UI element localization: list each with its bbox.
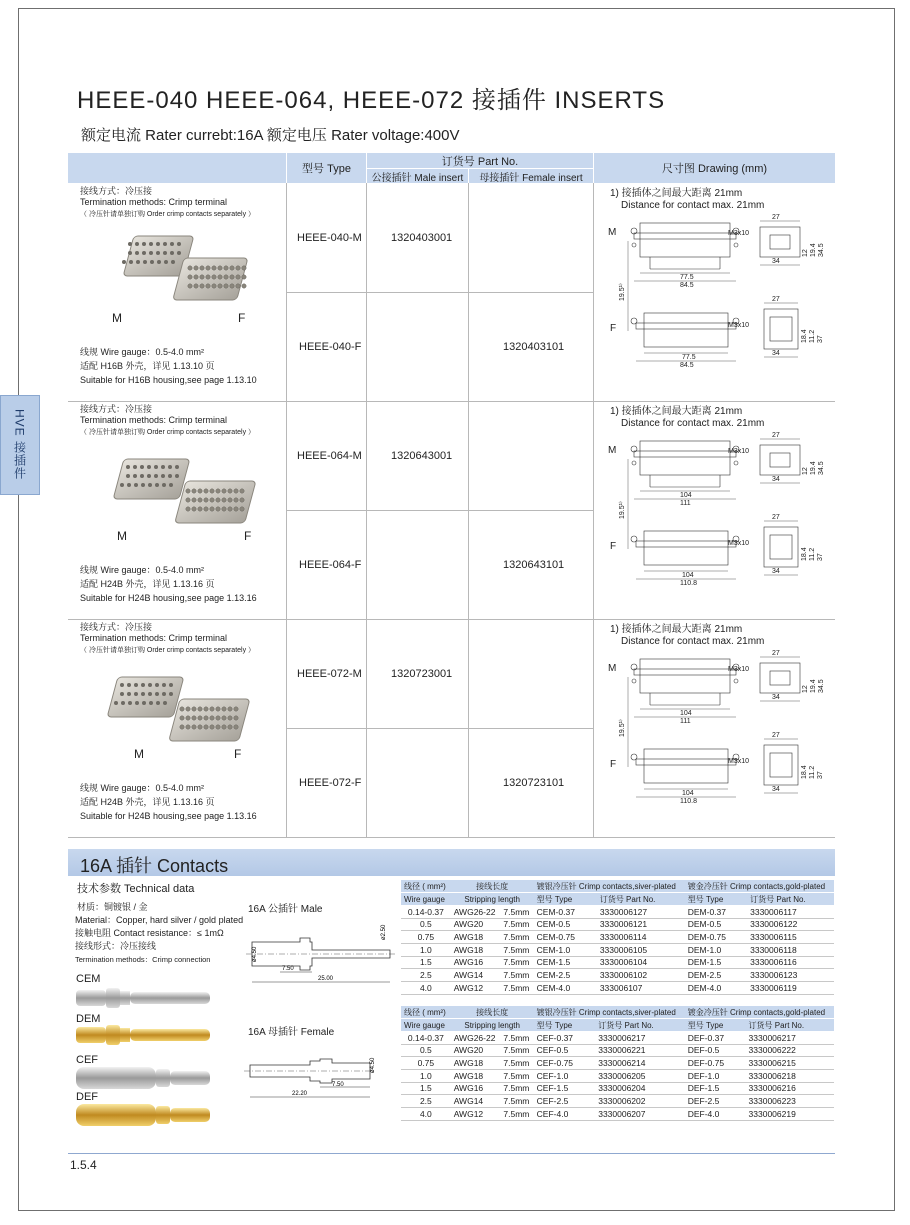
drawing-note-en: Distance for contact max. 21mm <box>621 418 765 429</box>
female-dim-l2: 22.20 <box>292 1091 308 1097</box>
table-cell: 3330006204 <box>595 1082 685 1095</box>
contact-resistance: 接触电阻 Contact resistance：≤ 1mΩ <box>75 928 224 938</box>
footer-divider <box>68 1153 835 1154</box>
table-cell: 3330006215 <box>746 1057 834 1070</box>
female-dim-l1: 7.50 <box>332 1082 344 1088</box>
table-cell: 3330006217 <box>595 1031 685 1044</box>
dim-s12: 12 <box>802 467 809 475</box>
table-cell: CEF-1.0 <box>534 1069 596 1082</box>
th-part: 订货号 Part No. <box>597 893 685 906</box>
th-gold: 镀金冷压针 Crimp contacts,gold-plated <box>685 880 834 893</box>
table-cell: DEF-2.5 <box>685 1095 746 1108</box>
th-type: 型号 Type <box>685 1019 746 1032</box>
table-cell: 7.5mm <box>500 1108 533 1121</box>
wire-gauge: 线规 Wire gauge：0.5-4.0 mm² <box>80 783 205 793</box>
table-cell: AWG26-22 <box>451 1031 501 1044</box>
female-image-label: F <box>238 311 246 325</box>
header-male-insert: 公接插针 Male insert <box>367 169 468 183</box>
table-cell: 3330006127 <box>597 905 685 918</box>
table-cell: CEF-0.37 <box>534 1031 596 1044</box>
side-tab-label: HVE 接插件 <box>12 409 27 481</box>
female-contacts-table <box>401 1006 834 1121</box>
table-cell: CEM-0.75 <box>534 931 597 944</box>
def-pin-image <box>72 1100 212 1130</box>
termination-en: Termination methods: Crimp terminal <box>80 633 228 643</box>
table-cell: AWG18 <box>451 1069 501 1082</box>
table-cell: 0.5 <box>401 1044 451 1057</box>
table-cell: DEF-4.0 <box>685 1108 746 1121</box>
table-cell: DEF-0.75 <box>685 1057 746 1070</box>
table-cell: 3330006104 <box>597 956 685 969</box>
part-female: 1320403101 <box>503 341 565 353</box>
table-cell: CEM-4.0 <box>534 982 597 995</box>
page-title: HEEE-040 HEEE-064, HEEE-072 接插件 INSERTS <box>77 87 666 114</box>
dim-s12: 12 <box>802 249 809 257</box>
dimension-drawing <box>604 429 832 599</box>
dim-f-inner: 104 <box>682 790 694 797</box>
table-cell: CEF-1.5 <box>534 1082 596 1095</box>
dim-m-inner: 104 <box>680 492 692 499</box>
table-cell: AWG14 <box>451 1095 501 1108</box>
header-part-no: 订货号 Part No. <box>367 153 593 168</box>
page-number: 1.5.4 <box>70 1158 97 1172</box>
table-cell: 3330006102 <box>597 969 685 982</box>
termination-en: Termination methods: Crimp terminal <box>80 197 228 207</box>
part-female: 1320723101 <box>503 777 565 789</box>
table-cell: 3330006217 <box>746 1031 834 1044</box>
table-cell: AWG18 <box>451 1057 501 1070</box>
male-dim-l2: 25.00 <box>318 976 334 982</box>
header-type: 型号 Type <box>287 153 366 183</box>
table-cell: 0.75 <box>401 931 451 944</box>
housing-fit-cn: 适配 H24B 外壳，详见 1.13.16 页 <box>80 579 215 589</box>
table-cell: CEM-1.5 <box>534 956 597 969</box>
table-cell: 0.5 <box>401 918 451 931</box>
dim-s184: 18.4 <box>801 329 808 343</box>
dim-s194: 19.4 <box>810 461 817 475</box>
dim-m3: M3x10 <box>728 666 750 673</box>
rating-line: 额定电流 Rater currebt:16A 额定电压 Rater voltage:400V <box>81 127 460 144</box>
dim-m3: M3x10 <box>728 230 750 237</box>
table-cell: 3330006116 <box>747 956 834 969</box>
table-row <box>401 969 834 982</box>
cem-pin-image <box>72 985 212 1013</box>
termination-en: Termination methods：Crimp connection <box>75 955 211 964</box>
table-cell: 0.14-0.37 <box>401 1031 451 1044</box>
table-cell: 3330006216 <box>746 1082 834 1095</box>
table-cell: DEF-0.37 <box>685 1031 746 1044</box>
table-cell: AWG12 <box>451 1108 501 1121</box>
def-label: DEF <box>76 1091 98 1103</box>
dim-f-inner: 77.5 <box>682 354 696 361</box>
cef-label: CEF <box>76 1054 98 1066</box>
table-cell: AWG14 <box>451 969 501 982</box>
termination-cn: 接线方式：冷压接 <box>80 186 153 196</box>
table-cell: 3330006105 <box>597 943 685 956</box>
header-female-insert: 母接插针 Female insert <box>469 169 593 183</box>
table-row <box>401 956 834 969</box>
table-cell: 7.5mm <box>500 931 533 944</box>
dim-m-outer: 84.5 <box>680 282 694 289</box>
male-dim-d2: ø4.50 <box>252 946 258 962</box>
table-cell: 7.5mm <box>500 1057 533 1070</box>
housing-fit-cn: 适配 H24B 外壳，详见 1.13.16 页 <box>80 797 215 807</box>
dim-s345: 34.5 <box>818 243 825 257</box>
table-cell: 1.0 <box>401 943 451 956</box>
male-image-label: M <box>112 311 122 325</box>
female-image-label: F <box>234 747 242 761</box>
table-cell: 7.5mm <box>500 1069 533 1082</box>
table-row <box>401 943 834 956</box>
dim-m3-f: M3x10 <box>728 758 750 765</box>
table-row <box>401 1069 834 1082</box>
table-cell: 7.5mm <box>500 969 533 982</box>
dem-pin-image <box>72 1022 212 1048</box>
termination-cn: 接线方式：冷压接 <box>80 404 153 414</box>
type-female: HEEE-072-F <box>299 777 362 789</box>
table-cell: 3330006114 <box>597 931 685 944</box>
table-cell: DEF-1.5 <box>685 1082 746 1095</box>
contacts-section-title: 16A 插针 Contacts <box>80 856 229 876</box>
dim-m-outer: 111 <box>680 718 691 725</box>
table-cell: AWG18 <box>451 931 501 944</box>
table-row <box>401 1108 834 1121</box>
dim-s37: 37 <box>817 553 824 561</box>
housing-fit-en: Suitable for H24B housing,see page 1.13.16 <box>80 593 257 603</box>
th-wire-cn: 线径 ( mm²) <box>401 880 451 893</box>
table-cell: 7.5mm <box>500 918 533 931</box>
termination-note: （ 冷压针请单独订购 Order crimp contacts separately ） <box>80 429 256 436</box>
table-cell: 3330006119 <box>747 982 834 995</box>
dim-w27-f: 27 <box>772 514 780 521</box>
insert-product-image <box>98 669 258 759</box>
dim-m3: M3x10 <box>728 448 750 455</box>
th-silver: 镀银冷压针 Crimp contacts,siver-plated <box>534 880 685 893</box>
table-cell: 3330006219 <box>746 1108 834 1121</box>
table-cell: DEF-1.0 <box>685 1069 746 1082</box>
table-cell: 3330006115 <box>747 931 834 944</box>
table-cell: 3330006218 <box>746 1069 834 1082</box>
header-blank <box>68 153 286 183</box>
table-row <box>401 1082 834 1095</box>
termination-cn: 接线形式：冷压接线 <box>75 941 157 951</box>
tech-data-title: 技术参数 Technical data <box>77 883 195 895</box>
dim-s37: 37 <box>817 771 824 779</box>
dim-f-outer: 84.5 <box>680 362 694 369</box>
table-cell: DEM-0.5 <box>685 918 747 931</box>
part-female: 1320643101 <box>503 559 565 571</box>
dim-w27-f: 27 <box>772 296 780 303</box>
th-gold: 镀金冷压针 Crimp contacts,gold-plated <box>685 1006 834 1019</box>
type-male: HEEE-040-M <box>297 232 362 244</box>
th-wire-cn: 线径 ( mm²) <box>401 1006 451 1019</box>
dim-w27-f: 27 <box>772 732 780 739</box>
material-cn: 材质：铜镀银 / 金 <box>77 902 148 912</box>
termination-cn: 接线方式：冷压接 <box>80 622 153 632</box>
dimension-drawing <box>604 211 832 381</box>
female-image-label: F <box>244 529 252 543</box>
insert-product-image <box>104 451 264 541</box>
table-cell: 3330006122 <box>747 918 834 931</box>
type-female: HEEE-040-F <box>299 341 362 353</box>
table-cell: DEM-2.5 <box>685 969 747 982</box>
termination-note: （ 冷压针请单独订购 Order crimp contacts separately ） <box>80 647 256 654</box>
female-pin-drawing <box>240 1045 400 1101</box>
dim-s12: 12 <box>802 685 809 693</box>
th-strip-en: Stripping length <box>451 1019 534 1032</box>
table-cell: DEM-0.75 <box>685 931 747 944</box>
table-cell: 7.5mm <box>500 943 533 956</box>
dim-m3-f: M3x10 <box>728 322 750 329</box>
male-dim-l1: 7.50 <box>282 966 294 972</box>
part-male: 1320403001 <box>391 232 453 244</box>
table-row <box>401 982 834 995</box>
cem-label: CEM <box>76 973 101 985</box>
dim-w27: 27 <box>772 214 780 221</box>
dim-m-inner: 77.5 <box>680 274 694 281</box>
drawing-f-label: F <box>610 759 617 770</box>
female-pin-title: 16A 母插针 Female <box>248 1027 335 1038</box>
dim-s184: 18.4 <box>801 547 808 561</box>
part-male: 1320723001 <box>391 668 453 680</box>
table-cell: CEM-1.0 <box>534 943 597 956</box>
contacts-section-bar <box>68 849 835 876</box>
table-cell: 7.5mm <box>500 956 533 969</box>
dim-s112: 11.2 <box>809 765 816 779</box>
th-wire-en: Wire gauge <box>401 893 451 906</box>
dim-m-inner: 104 <box>680 710 692 717</box>
male-image-label: M <box>117 529 127 543</box>
dim-f-inner: 104 <box>682 572 694 579</box>
wire-gauge: 线规 Wire gauge：0.5-4.0 mm² <box>80 565 205 575</box>
th-strip-en: Stripping length <box>451 893 534 906</box>
table-cell: 3330006221 <box>595 1044 685 1057</box>
dim-m-outer: 111 <box>680 500 691 507</box>
table-row <box>401 918 834 931</box>
dim-s345: 34.5 <box>818 679 825 693</box>
table-cell: 333006107 <box>597 982 685 995</box>
table-cell: 0.75 <box>401 1057 451 1070</box>
table-cell: 3330006223 <box>746 1095 834 1108</box>
table-row <box>401 1044 834 1057</box>
th-part: 订货号 Part No. <box>746 1019 834 1032</box>
dimension-drawing <box>604 647 832 817</box>
table-cell: 7.5mm <box>500 1031 533 1044</box>
table-row <box>401 905 834 918</box>
drawing-note-cn: 1) 接插体之间最大距离 21mm <box>610 406 743 417</box>
table-cell: AWG20 <box>451 1044 501 1057</box>
table-cell: 3330006117 <box>747 905 834 918</box>
dim-w34: 34 <box>772 694 780 701</box>
table-cell: CEF-4.0 <box>534 1108 596 1121</box>
table-cell: CEF-2.5 <box>534 1095 596 1108</box>
table-cell: 3330006214 <box>595 1057 685 1070</box>
drawing-f-label: F <box>610 323 617 334</box>
type-male: HEEE-064-M <box>297 450 362 462</box>
table-cell: 7.5mm <box>500 1095 533 1108</box>
cef-pin-image <box>72 1063 212 1093</box>
table-cell: 4.0 <box>401 982 451 995</box>
table-cell: 2.5 <box>401 1095 451 1108</box>
drawing-m-label: M <box>608 227 617 238</box>
dim-s345: 34.5 <box>818 461 825 475</box>
table-row <box>401 1057 834 1070</box>
insert-product-image <box>106 228 266 318</box>
th-strip-cn: 接线长度 <box>451 1006 534 1019</box>
dim-h19: 19.5¹⁾ <box>619 719 626 737</box>
table-cell: 3330006202 <box>595 1095 685 1108</box>
dim-s194: 19.4 <box>810 243 817 257</box>
drawing-note-cn: 1) 接插体之间最大距离 21mm <box>610 188 743 199</box>
table-cell: AWG16 <box>451 1082 501 1095</box>
table-row <box>401 1031 834 1044</box>
type-male: HEEE-072-M <box>297 668 362 680</box>
housing-fit-en: Suitable for H24B housing,see page 1.13.16 <box>80 811 257 821</box>
table-cell: CEF-0.75 <box>534 1057 596 1070</box>
th-strip-cn: 接线长度 <box>451 880 534 893</box>
table-cell: CEF-0.5 <box>534 1044 596 1057</box>
dim-w34: 34 <box>772 258 780 265</box>
table-cell: 3330006207 <box>595 1108 685 1121</box>
dim-w27: 27 <box>772 432 780 439</box>
dim-h19: 19.5¹⁾ <box>619 283 626 301</box>
th-wire-en: Wire gauge <box>401 1019 451 1032</box>
dim-s112: 11.2 <box>809 547 816 561</box>
table-cell: CEM-0.37 <box>534 905 597 918</box>
male-contacts-table <box>401 880 834 995</box>
th-part: 订货号 Part No. <box>595 1019 685 1032</box>
table-cell: CEM-2.5 <box>534 969 597 982</box>
material-en: Material：Copper, hard silver / gold plated <box>75 915 244 925</box>
table-cell: DEM-4.0 <box>685 982 747 995</box>
table-cell: 3330006222 <box>746 1044 834 1057</box>
male-pin-title: 16A 公插针 Male <box>248 904 323 915</box>
drawing-note-cn: 1) 接插体之间最大距离 21mm <box>610 624 743 635</box>
housing-fit-cn: 适配 H16B 外壳，详见 1.13.10 页 <box>80 361 215 371</box>
table-cell: AWG26-22 <box>451 905 501 918</box>
th-type: 型号 Type <box>534 1019 596 1032</box>
dim-w34-f: 34 <box>772 350 780 357</box>
side-tab <box>0 395 40 495</box>
dem-label: DEM <box>76 1013 101 1025</box>
table-cell: AWG18 <box>451 943 501 956</box>
part-male: 1320643001 <box>391 450 453 462</box>
table-cell: 7.5mm <box>500 1082 533 1095</box>
dim-s37: 37 <box>817 335 824 343</box>
table-cell: DEM-1.5 <box>685 956 747 969</box>
th-type: 型号 Type <box>685 893 747 906</box>
drawing-note-en: Distance for contact max. 21mm <box>621 636 765 647</box>
table-cell: 1.0 <box>401 1069 451 1082</box>
dim-w27: 27 <box>772 650 780 657</box>
dim-f-outer: 110.8 <box>680 580 697 587</box>
termination-en: Termination methods: Crimp terminal <box>80 415 228 425</box>
dim-h19: 19.5¹⁾ <box>619 501 626 519</box>
th-part: 订货号 Part No. <box>747 893 834 906</box>
table-cell: 3330006121 <box>597 918 685 931</box>
table-cell: AWG16 <box>451 956 501 969</box>
dim-w34-f: 34 <box>772 786 780 793</box>
header-drawing: 尺寸图 Drawing (mm) <box>594 153 835 183</box>
dim-w34: 34 <box>772 476 780 483</box>
table-cell: CEM-0.5 <box>534 918 597 931</box>
male-dim-d1: ø2.50 <box>381 924 387 940</box>
table-cell: 1.5 <box>401 1082 451 1095</box>
type-female: HEEE-064-F <box>299 559 362 571</box>
wire-gauge: 线规 Wire gauge：0.5-4.0 mm² <box>80 347 205 357</box>
table-cell: DEM-1.0 <box>685 943 747 956</box>
dim-w34-f: 34 <box>772 568 780 575</box>
table-cell: 4.0 <box>401 1108 451 1121</box>
male-image-label: M <box>134 747 144 761</box>
th-silver: 镀银冷压针 Crimp contacts,siver-plated <box>534 1006 685 1019</box>
table-cell: 7.5mm <box>500 905 533 918</box>
table-cell: 0.14-0.37 <box>401 905 451 918</box>
table-row <box>401 1095 834 1108</box>
drawing-f-label: F <box>610 541 617 552</box>
drawing-m-label: M <box>608 445 617 456</box>
table-cell: DEF-0.5 <box>685 1044 746 1057</box>
th-type: 型号 Type <box>534 893 597 906</box>
table-row <box>401 931 834 944</box>
dim-s194: 19.4 <box>810 679 817 693</box>
dim-s112: 11.2 <box>809 329 816 343</box>
housing-fit-en: Suitable for H16B housing,see page 1.13.10 <box>80 375 257 385</box>
drawing-note-en: Distance for contact max. 21mm <box>621 200 765 211</box>
table-cell: 3330006123 <box>747 969 834 982</box>
table-cell: 1.5 <box>401 956 451 969</box>
table-cell: AWG20 <box>451 918 501 931</box>
termination-note: （ 冷压针请单独订购 Order crimp contacts separately ） <box>80 211 256 218</box>
table-cell: 3330006118 <box>747 943 834 956</box>
table-cell: 2.5 <box>401 969 451 982</box>
dim-f-outer: 110.8 <box>680 798 697 805</box>
male-pin-drawing <box>240 922 400 988</box>
table-cell: 3330006205 <box>595 1069 685 1082</box>
table-cell: 7.5mm <box>500 1044 533 1057</box>
dim-m3-f: M3x10 <box>728 540 750 547</box>
dim-s184: 18.4 <box>801 765 808 779</box>
female-dim-d1: ø4.50 <box>370 1057 376 1073</box>
table-cell: DEM-0.37 <box>685 905 747 918</box>
drawing-m-label: M <box>608 663 617 674</box>
table-cell: 7.5mm <box>500 982 533 995</box>
table-cell: AWG12 <box>451 982 501 995</box>
